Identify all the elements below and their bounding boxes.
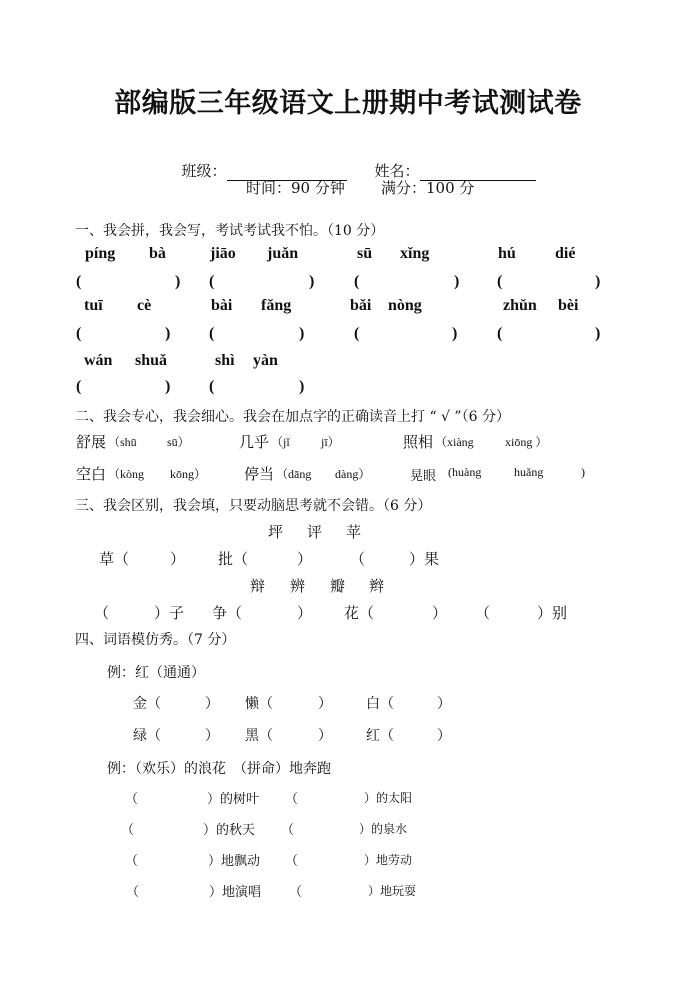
pinyin: bǎi [350, 297, 372, 314]
choice[interactable]: (huàng [448, 465, 482, 479]
fill-text: ） [297, 550, 313, 568]
paren-close: ) [299, 378, 305, 395]
paren-open: ( [354, 273, 360, 290]
page-title: 部编版三年级语文上册期中考试测试卷 [114, 88, 582, 119]
fill-text: ） [437, 696, 451, 712]
paren-open: （ [121, 823, 135, 838]
name-field [365, 142, 536, 181]
pinyin: nòng [388, 297, 422, 314]
paren-open: ( [209, 273, 215, 290]
choice[interactable]: （dāng [276, 467, 312, 481]
paren-close: ) [165, 325, 171, 342]
phrase: ）地飘动 [208, 854, 261, 869]
pinyin: xǐng [400, 245, 430, 262]
pinyin: hú [498, 245, 516, 262]
fill-text: ） [205, 696, 219, 712]
fill-text: ）果 [409, 550, 440, 568]
fill-text: 懒（ [245, 696, 273, 712]
paren-close: ) [175, 273, 181, 290]
fill-text: 花（ [344, 604, 375, 622]
paren-open: （ [281, 823, 295, 838]
phrase: ）地演唱 [209, 885, 262, 900]
pinyin: shuǎ [135, 352, 168, 369]
char: 辨 [290, 577, 306, 595]
paren-close: ) [595, 273, 601, 290]
paren-close: ) [452, 325, 458, 342]
fill-text: （ [350, 550, 366, 568]
paren-open: ( [497, 273, 503, 290]
pinyin: zhǔn [503, 297, 537, 314]
pinyin: shì [215, 352, 235, 369]
choice[interactable]: kōng） [170, 467, 207, 481]
fill-text: 白（ [366, 696, 394, 712]
choice[interactable]: （shū [108, 435, 137, 449]
choice[interactable]: （xiàng [435, 435, 474, 449]
choice[interactable]: huǎng [514, 465, 544, 479]
paren-open: ( [209, 378, 215, 395]
char: 辩 [250, 577, 266, 595]
fill-text: 红（ [366, 728, 394, 744]
score-label: 满分：100 分 [381, 179, 475, 197]
pinyin: dié [555, 245, 576, 262]
fill-text: ） [297, 604, 313, 622]
fill-text: 争（ [212, 604, 243, 622]
fill-text: 绿（ [133, 728, 161, 744]
paren-close: ) [581, 465, 585, 479]
char: 辫 [369, 577, 385, 595]
choice[interactable]: sū） [167, 435, 190, 449]
paren-open: （ [126, 885, 140, 900]
paren-close: ) [309, 273, 315, 290]
class-field [172, 142, 347, 181]
section-1-heading: 一、我会拼，我会写，考试考试我不怕。（10 分） [75, 223, 385, 239]
pinyin: bà [149, 245, 166, 262]
fill-text: ）子 [154, 604, 185, 622]
phrase: ）地劳动 [364, 853, 413, 867]
pinyin: bài [211, 297, 233, 314]
pinyin: yàn [253, 352, 278, 369]
paren-open: （ [125, 854, 139, 869]
phrase: ）的树叶 [207, 792, 260, 807]
paren-open: ( [354, 325, 360, 342]
paren-open: ( [209, 325, 215, 342]
paren-open: ( [76, 273, 82, 290]
fill-text: ） [170, 550, 186, 568]
section-3-heading: 三、我会区别，我会填，只要动脑思考就不会错。（6 分） [75, 498, 432, 514]
char: 评 [307, 523, 323, 541]
pinyin: tuī [84, 297, 103, 314]
choice[interactable]: jī） [321, 435, 340, 449]
pinyin: fǎng [261, 297, 292, 314]
paren-open: （ [125, 792, 139, 807]
fill-text: 草（ [99, 550, 130, 568]
choice[interactable]: （kòng [108, 467, 145, 481]
fill-text: （ [94, 604, 110, 622]
fill-text: 金（ [133, 696, 161, 712]
paren-open: （ [285, 792, 299, 807]
paren-open: ( [497, 325, 503, 342]
name-label: 姓名： [374, 162, 420, 180]
paren-close: ) [595, 325, 601, 342]
char: 瓣 [330, 577, 346, 595]
choice[interactable]: （jǐ [271, 435, 290, 449]
pinyin: jiāo [210, 245, 236, 262]
fill-text: （ [475, 604, 491, 622]
pinyin: píng [85, 245, 116, 262]
phrase: ）地玩耍 [368, 884, 417, 898]
pinyin: cè [137, 297, 152, 314]
fill-text: ） [432, 604, 448, 622]
char: 坪 [268, 523, 284, 541]
phrase: ）的泉水 [359, 822, 408, 836]
section-4-heading: 四、词语模仿秀。（7 分） [75, 632, 236, 648]
paren-close: ) [454, 273, 460, 290]
word: 晃眼 [410, 469, 437, 484]
word: 停当 [244, 465, 275, 483]
class-label: 班级： [181, 162, 227, 180]
paren-open: （ [285, 854, 299, 869]
fill-text: ） [437, 728, 451, 744]
pinyin: sū [357, 245, 373, 262]
word: 舒展 [76, 433, 107, 451]
paren-open: ( [76, 325, 82, 342]
paren-open: （ [289, 885, 303, 900]
phrase: ）的太阳 [364, 791, 413, 805]
char: 苹 [346, 523, 362, 541]
fill-text: ） [318, 728, 332, 744]
word: 照相 [403, 433, 434, 451]
pinyin: bèi [558, 297, 579, 314]
choice[interactable]: dàng） [335, 467, 371, 481]
paren-close: ) [299, 325, 305, 342]
pinyin: wán [84, 352, 113, 369]
fill-text: ） [205, 728, 219, 744]
pinyin: juǎn [267, 245, 299, 262]
example-1: 例：红（通通） [107, 665, 205, 681]
word: 空白 [76, 465, 107, 483]
fill-text: 黑（ [245, 728, 273, 744]
word: 几乎 [239, 433, 270, 451]
example-2: 例：（欢乐）的浪花 （拼命）地奔跑 [107, 761, 331, 777]
fill-text: 批（ [218, 550, 249, 568]
paren-close: ) [165, 378, 171, 395]
section-2-heading: 二、我会专心，我会细心。我会在加点字的正确读音上打 “ √ ”（6 分） [75, 409, 510, 425]
paren-open: ( [76, 378, 82, 395]
fill-text: ）别 [537, 604, 568, 622]
time-label: 时间：90 分钟 [246, 179, 345, 197]
choice[interactable]: xiōng ） [505, 435, 548, 449]
phrase: ）的秋天 [203, 823, 256, 838]
fill-text: ） [318, 696, 332, 712]
